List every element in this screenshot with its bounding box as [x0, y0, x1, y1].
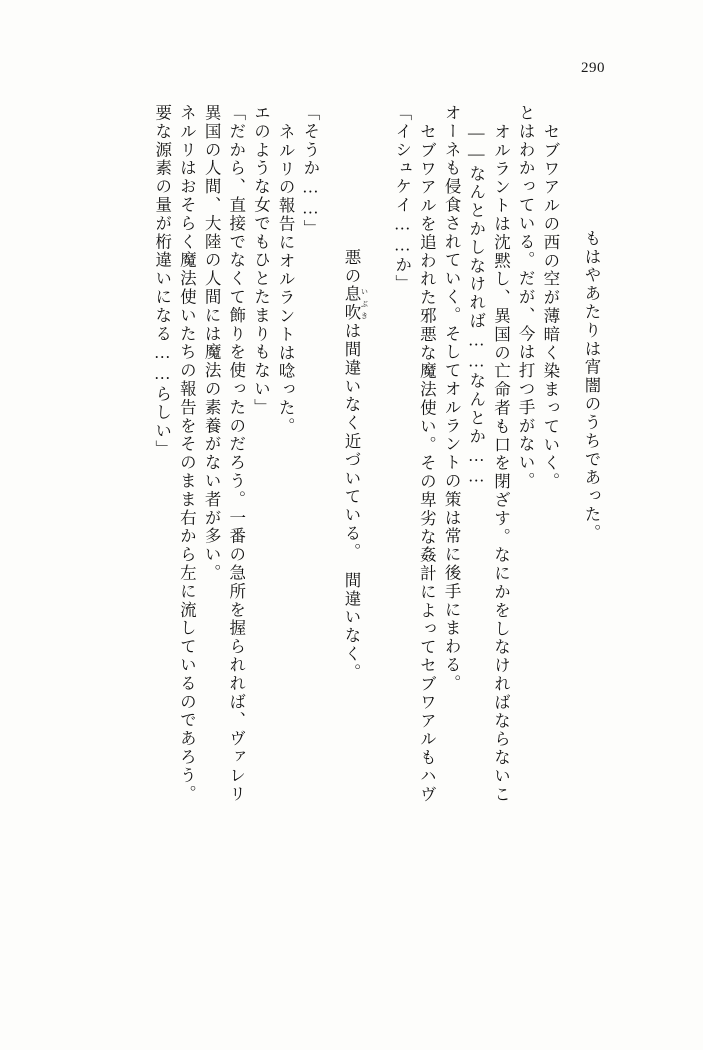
text-line: とはわかっている。だが、今は打つ手がない。 — [516, 104, 536, 491]
text-line: セブワアルを追われた邪悪な魔法使い。その卑劣な姦計によってセブワアルもハヴ — [417, 123, 437, 804]
ruby-text: いぶき — [360, 285, 369, 323]
text-line: 「そうか……」 — [300, 104, 320, 238]
page-number: 290 — [581, 60, 605, 76]
text-line: 要な源素の量が桁違いになる……らしい」 — [152, 104, 172, 459]
ruby-line-part-b: は間違いなく近づいている。 間違いなく。 — [342, 322, 361, 682]
text-line-with-ruby — [326, 104, 385, 1013]
text-line: ネルリの報告にオルラントは唸った。 — [276, 123, 296, 436]
ruby-line-part-a: もはやあたりは — [582, 229, 601, 359]
ruby-ibuki: 息吹 いぶき — [342, 285, 369, 323]
vertical-body-text — [145, 104, 617, 994]
ruby-yoiyami: 宵闇 — [582, 358, 601, 396]
text-line: 「だから、直接でなくて飾りを使ったのだろう。一番の急所を握られれば、ヴァレリ — [226, 104, 246, 804]
text-line: 異国の人間、大陸の人間には魔法の素養がない者が多い。 — [202, 104, 222, 583]
text-line-with-ruby — [566, 104, 617, 994]
text-line: エのような女でもひとたまりもない」 — [251, 104, 271, 417]
text-line: オルラントは沈黙し、異国の亡命者も口を閉ざす。なにかをしなければならないこ — [491, 123, 511, 804]
text-line: 「イシュケイ……か」 — [392, 104, 412, 293]
text-line: オーネも侵食されていく。そしてオルラントの策は常に後手にまわる。 — [442, 104, 462, 693]
text-line: ネルリはおそらく魔法使いたちの報告をそのまま右から左に流しているのであろう。 — [177, 104, 197, 804]
ruby-line-part-b: のうちであった。 — [582, 395, 601, 543]
ruby-line-part-a: 悪の — [342, 248, 361, 286]
text-line: ――なんとかしなければ……なんとか…… — [466, 123, 486, 488]
text-line: セブワアルの西の空が薄暗く染まっていく。 — [540, 123, 560, 491]
